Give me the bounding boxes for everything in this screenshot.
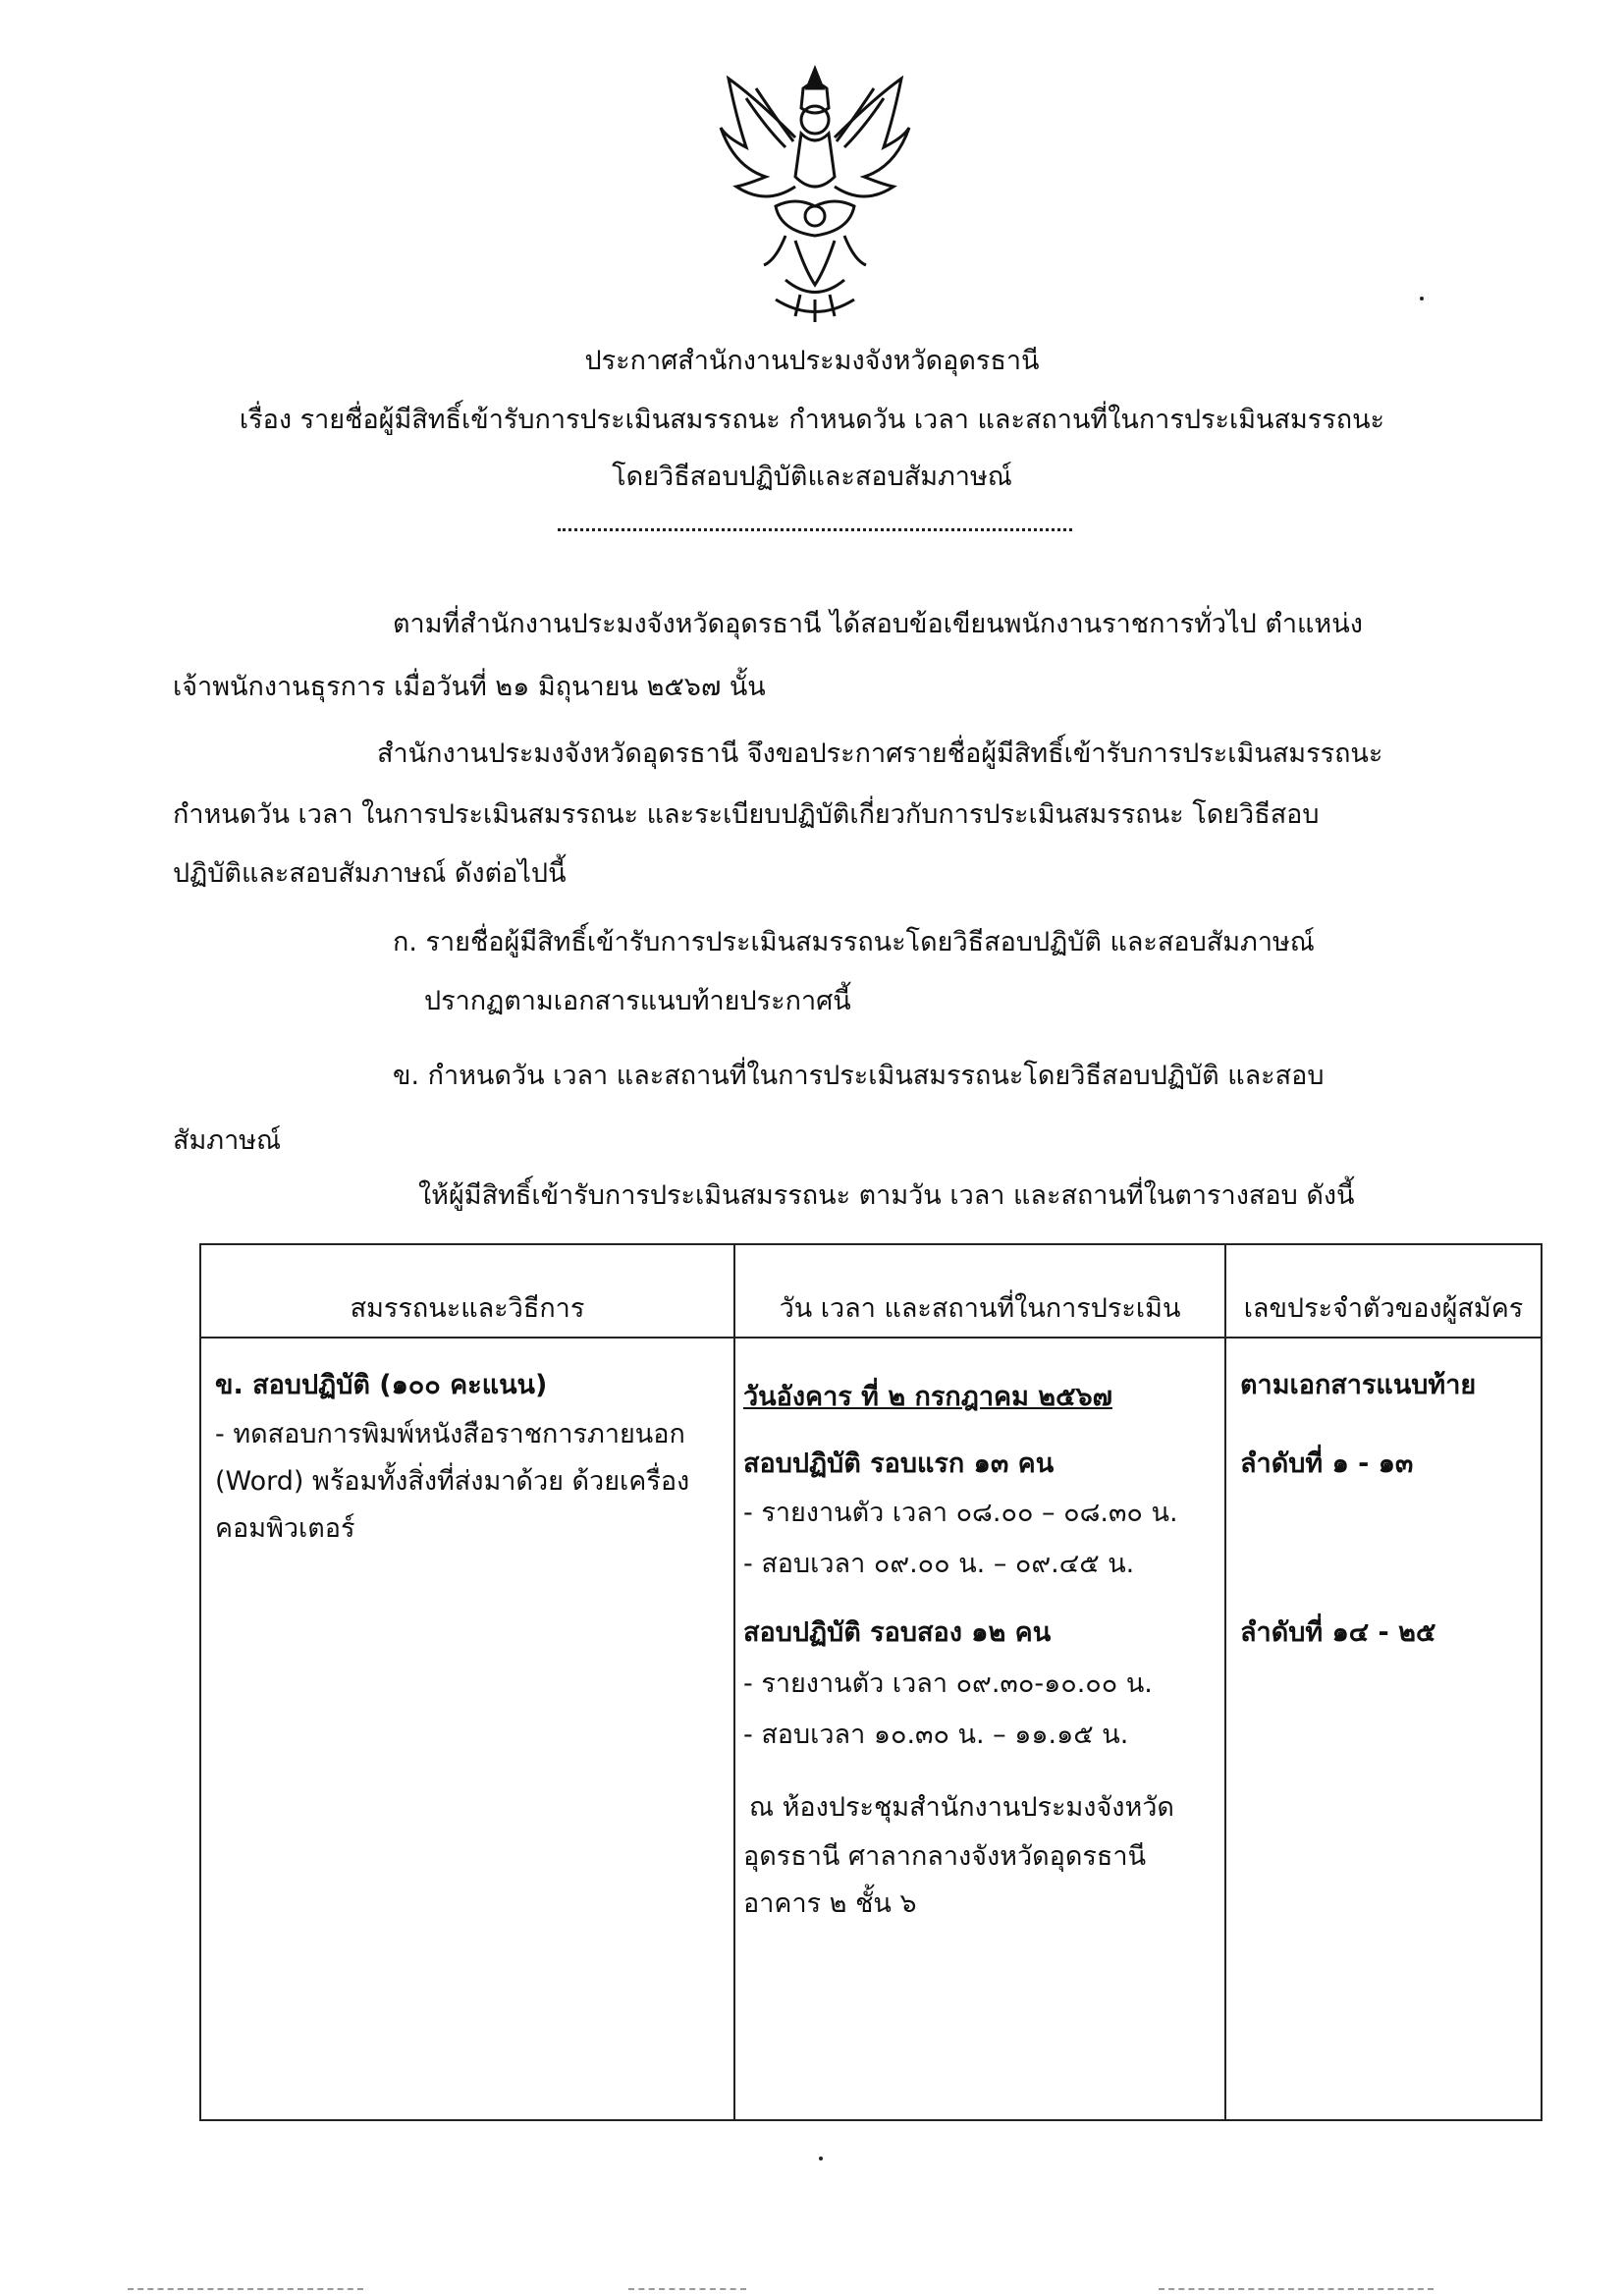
paragraph-2-line-2: กำหนดวัน เวลา ในการประเมินสมรรถนะ และระเบียบปฏิบัติเกี่ยวกับการประเมินสมรรถนะ โดยวิธีสอบ [173, 799, 1320, 830]
item-a-line-1: ก. รายชื่อผู้มีสิทธิ์เข้ารับการประเมินสมรรถนะโดยวิธีสอบปฏิบัติ และสอบสัมภาษณ์ [393, 927, 1315, 957]
item-b-line-1: ข. กำหนดวัน เวลา และสถานที่ในการประเมินสมรรถนะโดยวิธีสอบปฏิบัติ และสอบ [393, 1061, 1325, 1091]
paragraph-1-line-2: เจ้าพนักงานธุรการ เมื่อวันที่ ๒๑ มิถุนายน ๒๕๖๗ นั้น [173, 672, 766, 702]
practical-exam-desc-3: คอมพิวเตอร์ [215, 1513, 355, 1544]
exam-date: วันอังคาร ที่ ๒ กรกฎาคม ๒๕๖๗ [743, 1382, 1112, 1412]
round-1-title: สอบปฏิบัติ รอบแรก ๑๓ คน [743, 1448, 1055, 1479]
round-1-exam-time: - สอบเวลา ๐๙.๐๐ น. – ๐๙.๔๕ น. [743, 1549, 1135, 1579]
footer-dash [128, 2288, 363, 2290]
venue-line-1: ณ ห้องประชุมสำนักงานประมงจังหวัด [749, 1792, 1174, 1823]
table-row [200, 1338, 1542, 2120]
item-b-line-2: สัมภาษณ์ [173, 1125, 282, 1156]
exam-schedule-table [199, 1243, 1543, 2121]
announcement-title: ประกาศสำนักงานประมงจังหวัดอุดรธานี [584, 346, 1040, 376]
attachment-note: ตามเอกสารแนบท้าย [1240, 1370, 1477, 1400]
announcement-subject: เรื่อง รายชื่อผู้มีสิทธิ์เข้ารับการประเมินสมรรถนะ กำหนดวัน เวลา และสถานที่ในการประเมินสมรรถนะ [239, 405, 1385, 435]
announcement-method: โดยวิธีสอบปฏิบัติและสอบสัมภาษณ์ [612, 462, 1012, 492]
header-competency: สมรรถนะและวิธีการ [200, 1244, 734, 1338]
practical-exam-desc-1: - ทดสอบการพิมพ์หนังสือราชการภายนอก [215, 1419, 685, 1449]
table-header-row [200, 1244, 1542, 1338]
garuda-emblem-icon [717, 59, 913, 324]
round-1-range: ลำดับที่ ๑ - ๑๓ [1240, 1448, 1414, 1479]
round-2-title: สอบปฏิบัติ รอบสอง ๑๒ คน [743, 1617, 1052, 1648]
footer-dash [1159, 2288, 1434, 2290]
paragraph-2-line-3: ปฏิบัติและสอบสัมภาษณ์ ดังต่อไปนี้ [173, 858, 567, 889]
competency-cell [200, 1338, 734, 2120]
venue-line-3: อาคาร ๒ ชั้น ๖ [743, 1888, 917, 1919]
round-2-range: ลำดับที่ ๑๔ - ๒๕ [1240, 1617, 1436, 1648]
paragraph-1-line-1: ตามที่สำนักงานประมงจังหวัดอุดรธานี ได้สอบข้อเขียนพนักงานราชการทั่วไป ตำแหน่ง [393, 609, 1363, 639]
practical-exam-desc-2: (Word) พร้อมทั้งสิ่งที่ส่งมาด้วย ด้วยเครื่อง [215, 1466, 690, 1497]
scan-speck [819, 2157, 823, 2160]
venue-line-2: อุดรธานี ศาลากลางจังหวัดอุดรธานี [743, 1841, 1147, 1872]
round-2-report-time: - รายงานตัว เวลา ๐๙.๓๐-๑๐.๐๐ น. [743, 1668, 1153, 1699]
applicant-id-cell [1225, 1338, 1542, 2120]
item-b-line-3: ให้ผู้มีสิทธิ์เข้ารับการประเมินสมรรถนะ ตามวัน เวลา และสถานที่ในตารางสอบ ดังนี้ [418, 1180, 1355, 1211]
round-1-report-time: - รายงานตัว เวลา ๐๘.๐๐ – ๐๘.๓๐ น. [743, 1498, 1178, 1528]
item-a-line-2: ปรากฏตามเอกสารแนบท้ายประกาศนี้ [424, 986, 851, 1016]
paragraph-2-line-1: สำนักงานประมงจังหวัดอุดรธานี จึงขอประกาศรายชื่อผู้มีสิทธิ์เข้ารับการประเมินสมรรถนะ [377, 738, 1383, 769]
header-applicant-id: เลขประจำตัวของผู้สมัคร [1225, 1244, 1542, 1338]
scan-speck [1420, 297, 1424, 301]
footer-dash [628, 2288, 746, 2290]
practical-exam-title: ข. สอบปฏิบัติ (๑๐๐ คะแนน) [215, 1370, 548, 1400]
round-2-exam-time: - สอบเวลา ๑๐.๓๐ น. – ๑๑.๑๕ น. [743, 1720, 1129, 1750]
dotted-divider [558, 528, 1072, 531]
header-datetime-venue: วัน เวลา และสถานที่ในการประเมิน [734, 1244, 1225, 1338]
datetime-venue-cell [734, 1338, 1225, 2120]
